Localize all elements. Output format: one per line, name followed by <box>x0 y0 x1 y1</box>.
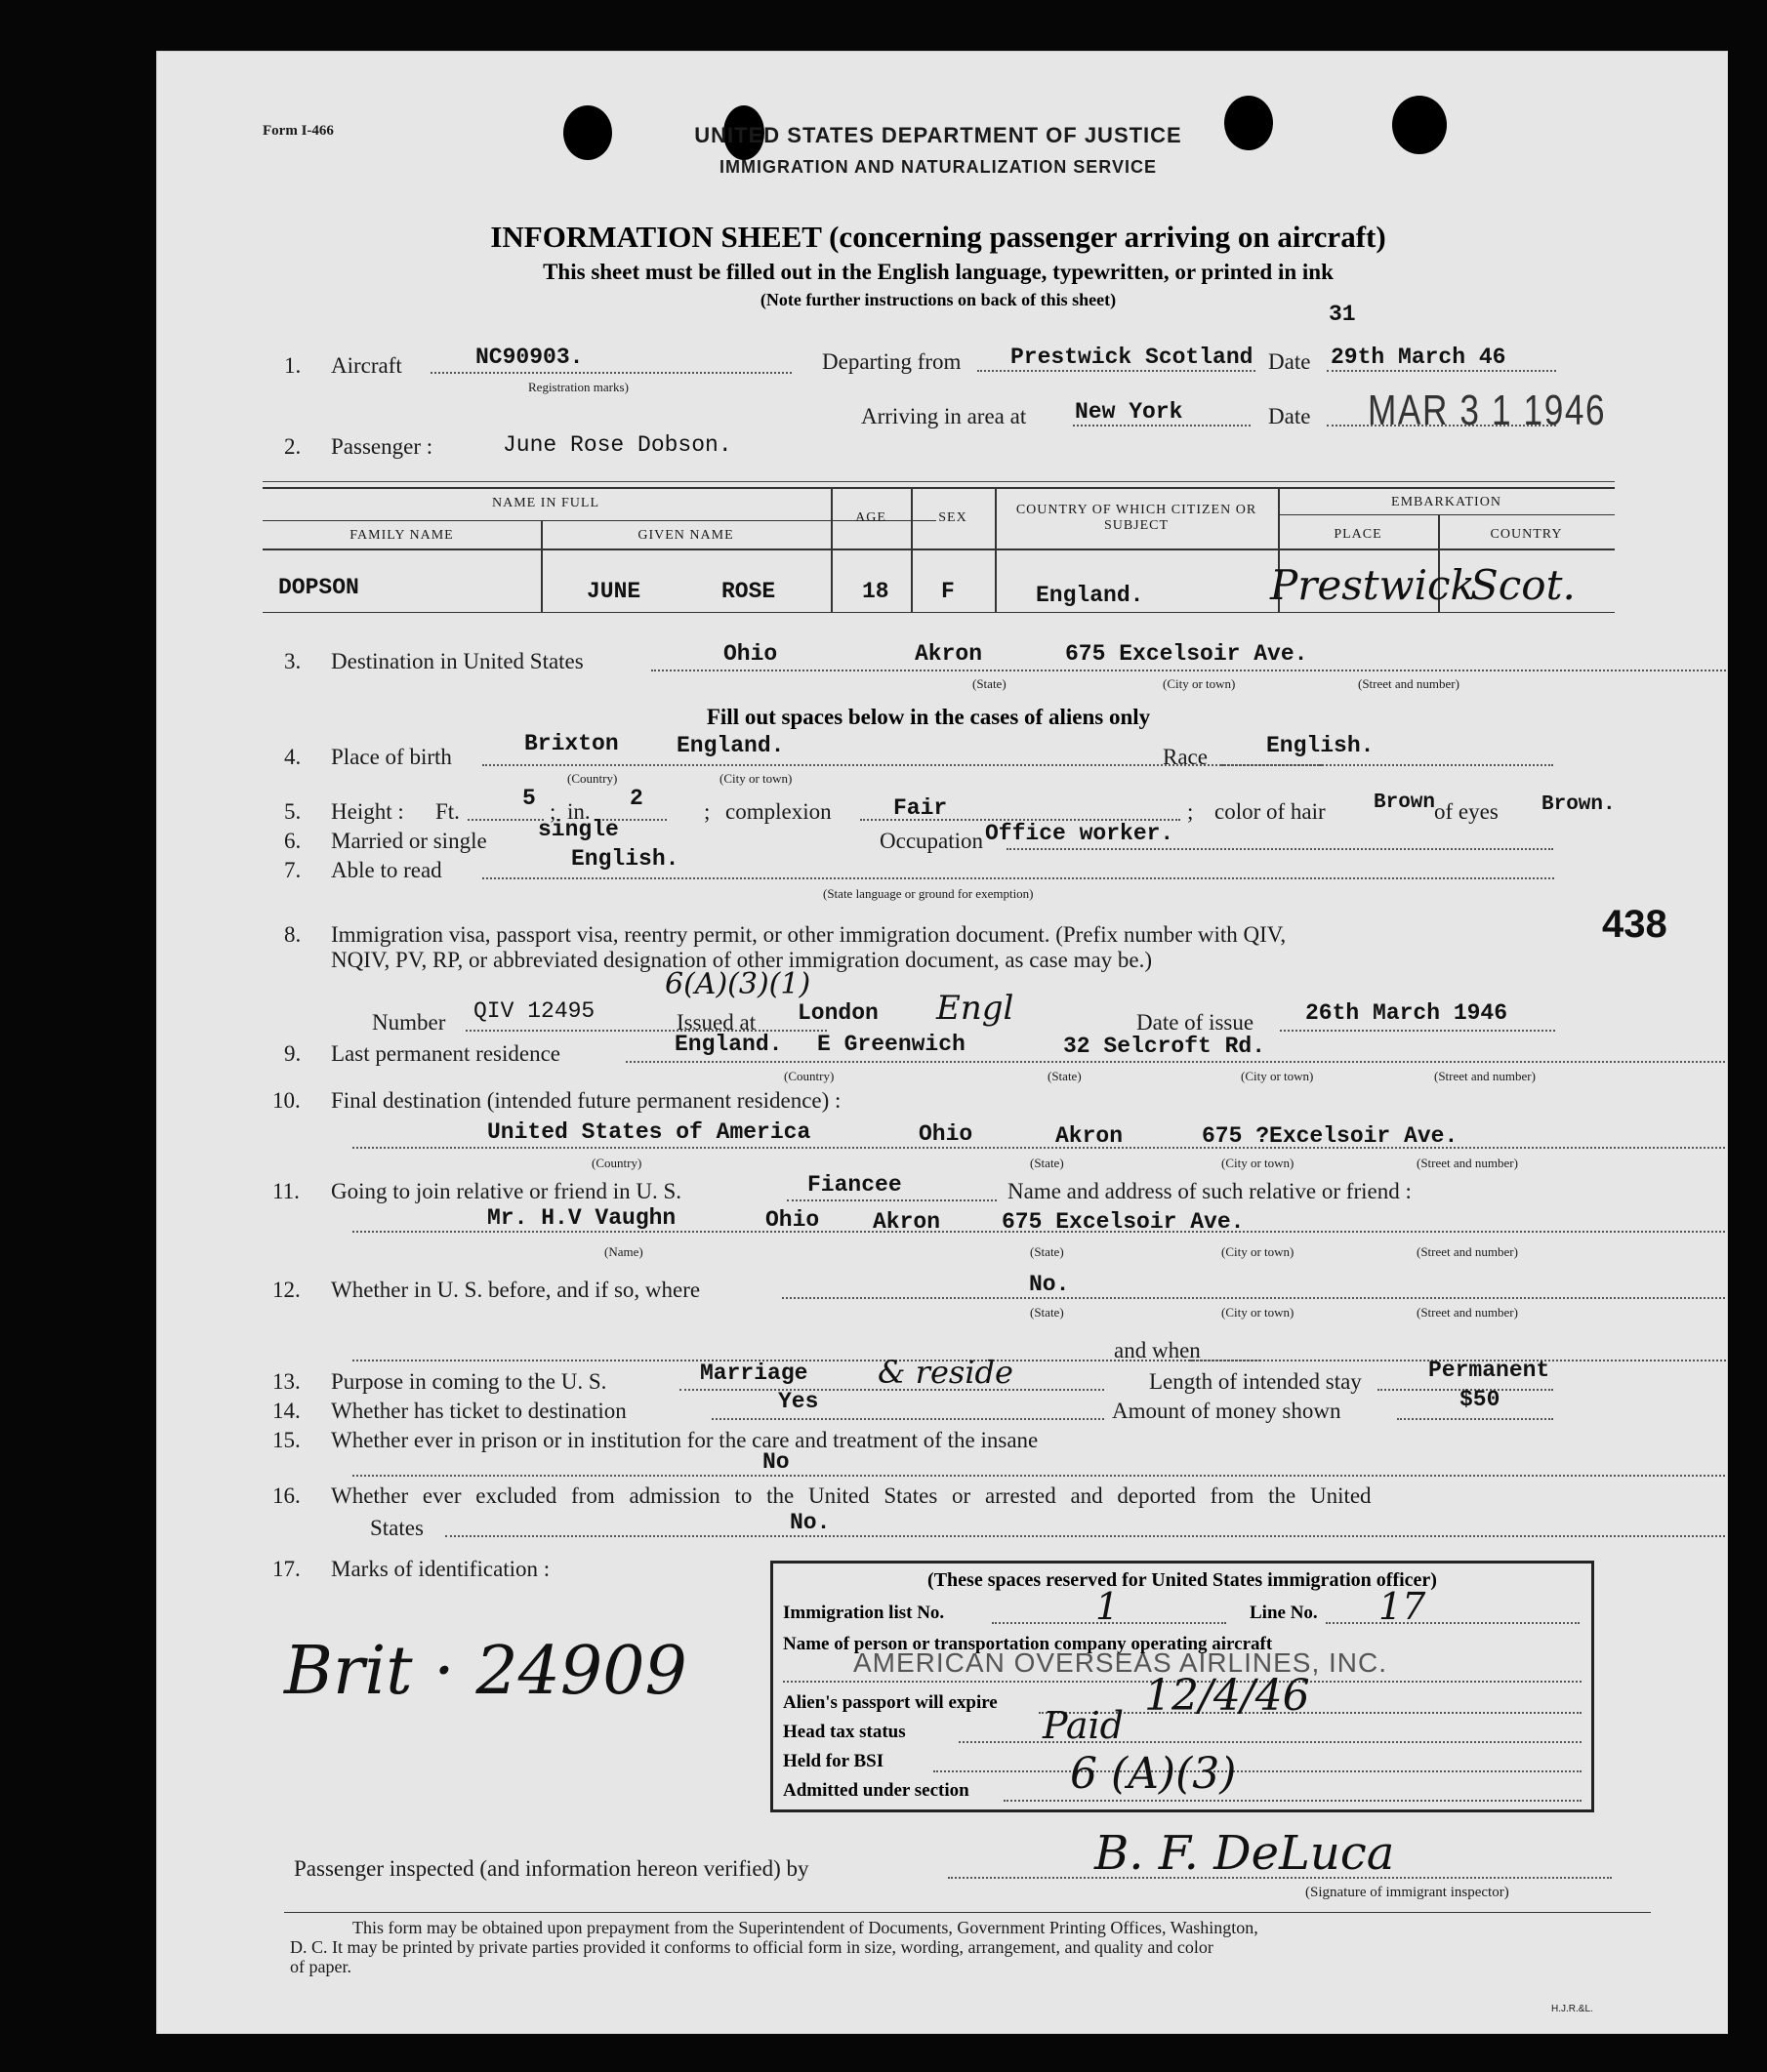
occupation-label: Occupation <box>880 829 984 853</box>
footer-line-2: D. C. It may be printed by private parties provided it conforms to official form in size, wording, arrangement, and quality and color <box>290 1937 1213 1957</box>
birth-label: Place of birth <box>331 745 452 769</box>
purpose-value: Marriage <box>700 1361 808 1386</box>
date-issue-value: 26th March 1946 <box>1305 1000 1508 1026</box>
visa-annotation: 6(A)(3)(1) <box>665 967 811 1001</box>
prison-label: Whether ever in prison or in institution for the care and treatment of the insane <box>331 1428 1039 1452</box>
item-number: 6. <box>284 829 302 853</box>
cell-citizen: England. <box>1036 583 1144 608</box>
read-value: English. <box>571 846 679 872</box>
caption: (Name) <box>604 1244 643 1259</box>
excluded-label-2: States <box>370 1516 424 1540</box>
company-label: Name of person or transportation company operating aircraft <box>783 1634 1273 1654</box>
eyes-value: Brown. <box>1541 793 1616 816</box>
footer-line-3: of paper. <box>290 1957 351 1976</box>
passenger-value: June Rose Dobson. <box>503 432 732 458</box>
cell-sex: F <box>941 579 955 604</box>
caption: (State) <box>1030 1305 1064 1320</box>
punch-hole <box>1392 96 1447 154</box>
married-value: single <box>538 817 619 842</box>
item-number: 13. <box>272 1369 301 1394</box>
item-number: 5. <box>284 799 302 824</box>
destination-street: 675 Excelsoir Ave. <box>1065 641 1308 667</box>
inspector-signature: B. F. DeLuca <box>1094 1826 1395 1881</box>
marks-value: Brit · 24909 <box>284 1633 687 1710</box>
caption: (City or town) <box>719 771 793 786</box>
hair-value: Brown <box>1374 792 1436 814</box>
cell-age: 18 <box>862 579 889 604</box>
complexion-label: complexion <box>725 799 832 824</box>
visa-code: 438 <box>1602 903 1667 946</box>
passenger-label: Passenger : <box>331 434 433 459</box>
form-number: Form I-466 <box>263 123 334 139</box>
visa-number: QIV 12495 <box>473 998 596 1024</box>
purpose-label: Purpose in coming to the U. S. <box>331 1369 607 1394</box>
when-label: and when <box>1114 1338 1201 1362</box>
caption: (City or town) <box>1163 676 1236 691</box>
passport-value: 12/4/46 <box>1144 1671 1310 1721</box>
date-issue-label: Date of issue <box>1136 1010 1254 1035</box>
item-number: 7. <box>284 858 302 882</box>
semicolon: ; <box>704 799 711 824</box>
item-number: 4. <box>284 745 302 769</box>
officer-box <box>770 1561 1594 1812</box>
passport-label: Alien's passport will expire <box>783 1692 998 1713</box>
footer-line-1: This form may be obtained upon prepayment from the Superintendent of Documents, Government Printing Offices, Washington, <box>352 1918 1258 1937</box>
list-label: Immigration list No. <box>783 1603 945 1623</box>
section-label: Admitted under section <box>783 1780 969 1801</box>
stay-value: Permanent <box>1428 1358 1550 1383</box>
item-number: 2. <box>284 434 302 459</box>
excluded-value: No. <box>790 1510 831 1535</box>
height-label: Height : <box>331 799 404 824</box>
semicolon: ; <box>550 799 556 824</box>
join-name: Mr. H.V Vaughn <box>487 1205 677 1231</box>
occupation-value: Office worker. <box>985 821 1174 846</box>
item-number: 15. <box>272 1428 301 1452</box>
race-label: Race <box>1163 745 1208 769</box>
tax-value: Paid <box>1043 1704 1124 1747</box>
tax-label: Head tax status <box>783 1722 906 1742</box>
money-value: $50 <box>1459 1387 1500 1412</box>
signature-caption: (Signature of immigrant inspector) <box>1305 1885 1509 1900</box>
arrive-date-label: Date <box>1268 404 1311 428</box>
caption: (Country) <box>567 771 618 786</box>
col-header-citizen: COUNTRY OF WHICH CITIZEN OR SUBJECT <box>1015 503 1257 533</box>
caption: (Country) <box>592 1156 642 1170</box>
col-header-embarkation: EMBARKATION <box>1391 495 1501 509</box>
married-label: Married or single <box>331 829 487 853</box>
height-in-value: 2 <box>630 786 643 811</box>
before-label: Whether in U. S. before, and if so, where <box>331 1278 701 1302</box>
date-label: Date <box>1268 349 1311 374</box>
item-number: 9. <box>284 1041 302 1066</box>
form-note: (Note further instructions on back of this sheet) <box>760 290 1117 309</box>
join-label: Going to join relative or friend in U. S. <box>331 1179 681 1203</box>
officer-box-heading: (These spaces reserved for United States immigration officer) <box>927 1569 1437 1591</box>
col-header-name-in-full: NAME IN FULL <box>492 496 599 510</box>
caption: (State) <box>1030 1156 1064 1170</box>
line-value: 17 <box>1378 1585 1426 1628</box>
caption: (City or town) <box>1221 1244 1294 1259</box>
height-ft-value: 5 <box>522 786 536 811</box>
item-number: 10. <box>272 1088 301 1113</box>
read-label: Able to read <box>331 858 442 882</box>
caption: (State) <box>1030 1244 1064 1259</box>
caption: (City or town) <box>1241 1069 1314 1083</box>
marks-label: Marks of identification : <box>331 1557 551 1581</box>
col-header-age: AGE <box>855 510 886 525</box>
ticket-value: Yes <box>778 1389 819 1414</box>
depart-date-value: 29th March 46 <box>1331 345 1506 370</box>
stay-label: Length of intended stay <box>1149 1369 1362 1394</box>
item-number: 3. <box>284 649 302 673</box>
form-page <box>156 51 1728 2034</box>
caption: (State) <box>972 676 1007 691</box>
birth-city: England. <box>677 733 785 758</box>
form-title: INFORMATION SHEET (concerning passenger arriving on aircraft) <box>490 220 1386 254</box>
issued-value: London <box>798 1000 879 1026</box>
height-in-label: in. <box>567 799 591 824</box>
service-name: IMMIGRATION AND NATURALIZATION SERVICE <box>719 157 1157 177</box>
item-number: 14. <box>272 1399 301 1423</box>
list-value: 1 <box>1095 1585 1120 1628</box>
residence-state: E Greenwich <box>817 1032 966 1057</box>
join-city: Akron <box>873 1209 941 1235</box>
final-country: United States of America <box>487 1119 811 1145</box>
money-label: Amount of money shown <box>1112 1399 1341 1423</box>
form-subtitle: This sheet must be filled out in the English language, typewritten, or printed in ink <box>543 260 1334 284</box>
cell-embark-country: Scot. <box>1470 561 1576 609</box>
caption: (Street and number) <box>1434 1069 1536 1083</box>
item-number: 16. <box>272 1483 301 1508</box>
item-number: 1. <box>284 353 302 378</box>
col-header-place: PLACE <box>1334 527 1382 542</box>
registration-caption: Registration marks) <box>528 380 629 394</box>
departing-label: Departing from <box>822 349 962 374</box>
col-header-given-name: GIVEN NAME <box>637 528 734 543</box>
item-number: 11. <box>272 1179 300 1203</box>
caption: (Street and number) <box>1417 1305 1518 1320</box>
ticket-label: Whether has ticket to destination <box>331 1399 627 1423</box>
caption: (City or town) <box>1221 1305 1294 1320</box>
destination-city: Akron <box>915 641 983 667</box>
department-name: UNITED STATES DEPARTMENT OF JUSTICE <box>694 123 1182 147</box>
join-street: 675 Excelsoir Ave. <box>1002 1209 1245 1235</box>
caption: (State language or ground for exemption) <box>823 886 1034 901</box>
caption: (Street and number) <box>1417 1244 1518 1259</box>
before-value: No. <box>1029 1272 1070 1297</box>
aircraft-value: NC90903. <box>475 345 584 370</box>
arrival-date-stamp: MAR 3 1 1946 <box>1368 386 1607 434</box>
item-number: 17. <box>272 1557 301 1581</box>
footer-code: H.J.R.&L. <box>1551 2004 1593 2014</box>
issued-label: Issued at <box>677 1010 757 1035</box>
cell-given-name-first: JUNE <box>587 579 641 604</box>
col-header-country: COUNTRY <box>1490 527 1563 542</box>
race-value: English. <box>1266 733 1375 758</box>
caption: (Country) <box>784 1069 835 1083</box>
section-value: 6 (A)(3) <box>1070 1749 1237 1799</box>
aircraft-label: Aircraft <box>331 353 402 378</box>
join-relation: Fiancee <box>807 1172 902 1198</box>
cell-embark-place: Prestwick <box>1270 561 1475 609</box>
item-number: 8. <box>284 922 302 947</box>
excluded-label: Whether ever excluded from admission to the United States or arrested and deported from the United <box>331 1483 1372 1508</box>
company-stamp: AMERICAN OVERSEAS AIRLINES, INC. <box>853 1647 1388 1678</box>
arriving-value: New York <box>1075 399 1183 425</box>
join-state: Ohio <box>765 1207 820 1233</box>
purpose-handwritten: & reside <box>878 1354 1013 1391</box>
caption: (Street and number) <box>1417 1156 1518 1170</box>
destination-state: Ohio <box>723 641 778 667</box>
issued-handwritten: Engl <box>936 989 1014 1028</box>
caption: (City or town) <box>1221 1156 1294 1170</box>
cell-given-name-middle: ROSE <box>721 579 776 604</box>
residence-country: England. <box>675 1032 783 1057</box>
final-state: Ohio <box>919 1121 973 1147</box>
arriving-label: Arriving in area at <box>861 404 1027 428</box>
col-header-sex: SEX <box>938 510 967 525</box>
visa-text-line2: NQIV, PV, RP, or abbreviated designation of other immigration document, as case may be.) <box>331 948 1153 972</box>
caption: (State) <box>1048 1069 1082 1083</box>
number-label: Number <box>372 1010 446 1035</box>
caption: (Street and number) <box>1358 676 1459 691</box>
destination-label: Destination in United States <box>331 649 584 673</box>
final-city: Akron <box>1055 1123 1124 1149</box>
join-name-label: Name and address of such relative or friend : <box>1007 1179 1412 1203</box>
height-ft-label: Ft. <box>435 799 460 824</box>
semicolon: ; <box>1187 799 1194 824</box>
eyes-label: of eyes <box>1434 799 1499 824</box>
residence-street: 32 Selcroft Rd. <box>1063 1034 1266 1059</box>
hair-label: color of hair <box>1214 799 1326 824</box>
inspected-label: Passenger inspected (and information hereon verified) by <box>294 1856 809 1881</box>
residence-label: Last permanent residence <box>331 1041 560 1066</box>
col-header-family-name: FAMILY NAME <box>349 528 454 543</box>
aliens-heading: Fill out spaces below in the cases of aliens only <box>706 705 1151 729</box>
depart-date-correction: 31 <box>1329 302 1356 327</box>
cell-family-name: DOPSON <box>278 575 359 600</box>
final-street: 675 ?Excelsoir Ave. <box>1202 1123 1459 1149</box>
prison-value: No <box>762 1449 790 1475</box>
birth-country: Brixton <box>524 731 619 756</box>
item-number: 12. <box>272 1278 301 1302</box>
bsi-label: Held for BSI <box>783 1751 884 1771</box>
complexion-value: Fair <box>893 795 948 821</box>
departing-value: Prestwick Scotland <box>1010 345 1253 370</box>
line-label: Line No. <box>1250 1603 1318 1623</box>
visa-text-line1: Immigration visa, passport visa, reentry permit, or other immigration document. (Prefix number with QIV, <box>331 922 1287 947</box>
final-label: Final destination (intended future permanent residence) : <box>331 1088 842 1113</box>
